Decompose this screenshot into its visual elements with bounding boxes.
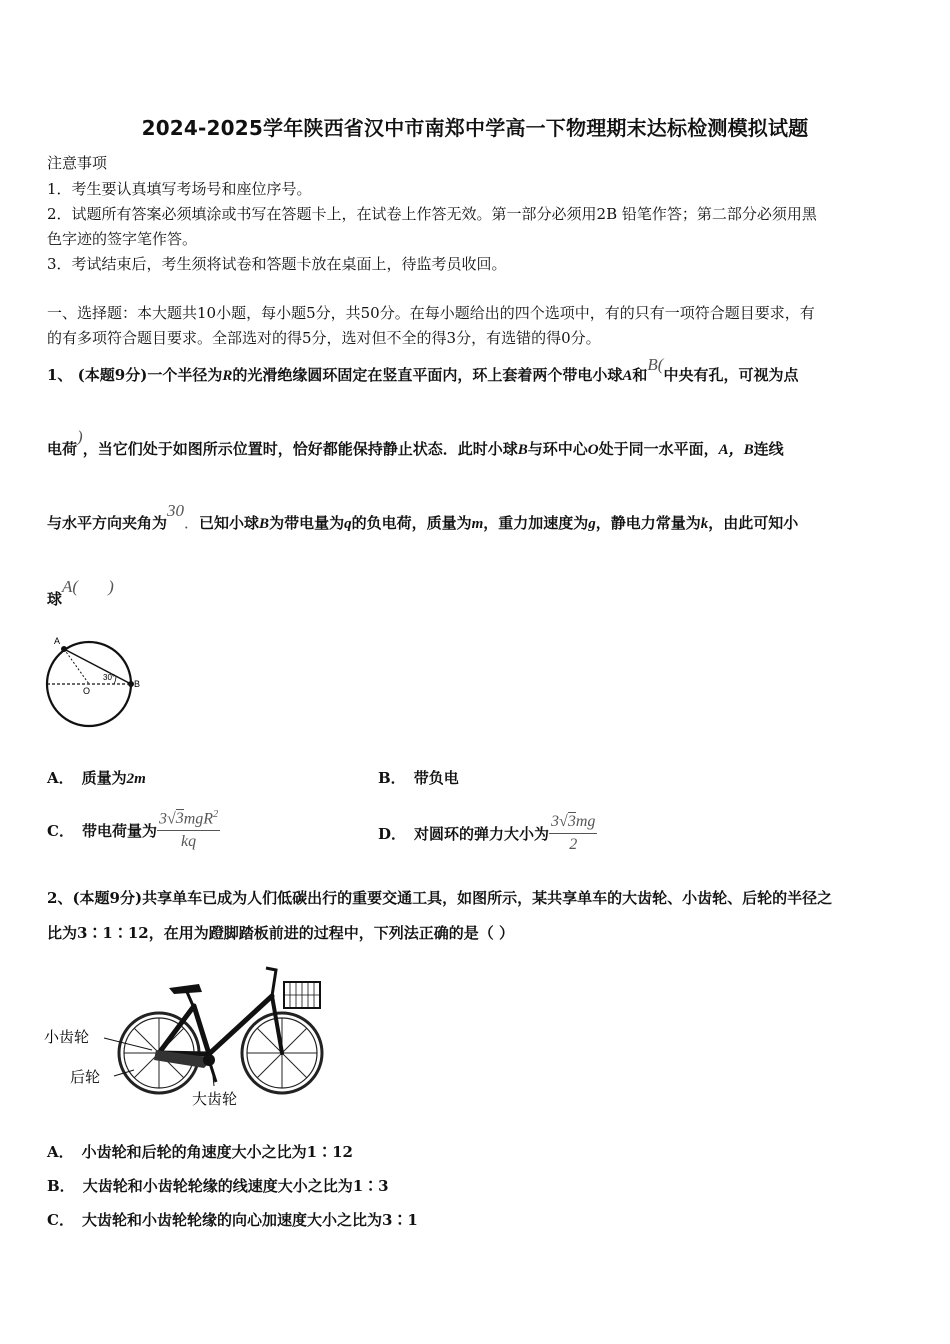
bike-seat bbox=[169, 984, 202, 994]
q1-math-30: 30 bbox=[167, 501, 185, 520]
frac-rest: mgR bbox=[183, 810, 214, 828]
section-intro-line1: 一、选择题：本大题共10小题，每小题5分，共50分。在每小题给出的四个选项中，有的只有一项符合题目要求，有 bbox=[47, 304, 815, 322]
notice-heading: 注意事项 bbox=[47, 154, 108, 172]
q1-option-b bbox=[378, 767, 459, 788]
notice-item-2: 2．试题所有答案必须填涂或书写在答题卡上，在试卷上作答无效。第一部分必须用2B 铅笔作答；第二部分必须用黑 bbox=[47, 205, 817, 223]
option-text: 小齿轮和后轮的角速度大小之比为1∶12 bbox=[81, 1143, 353, 1161]
page-title: 2024-2025学年陕西省汉中市南郑中学高一下物理期末达标检测模拟试题 bbox=[141, 116, 809, 140]
option-text: 质量为 bbox=[81, 769, 127, 787]
q1-line2 bbox=[47, 427, 784, 459]
q1-text: ，静电力常量为 bbox=[595, 514, 701, 532]
q2-line1 bbox=[47, 887, 832, 908]
q1-text: 已知小球 bbox=[199, 514, 260, 532]
q1-text: ，当它们处于如图所示位置时，恰好都能保持静止状态．此时小球 bbox=[82, 440, 518, 458]
label-o: O bbox=[83, 686, 91, 696]
frac-coef: 3 bbox=[551, 812, 560, 830]
option-label: A． bbox=[47, 1143, 74, 1161]
q1-var-q: q bbox=[344, 516, 352, 532]
ball-a bbox=[61, 646, 67, 652]
q1-math-A: A( bbox=[62, 577, 79, 596]
option-text: 带负电 bbox=[413, 769, 459, 787]
label-rear-wheel: 后轮 bbox=[70, 1068, 101, 1086]
label-b: B bbox=[134, 679, 141, 689]
q1-math-B: B( bbox=[647, 355, 664, 374]
q2-option-c bbox=[47, 1209, 418, 1230]
q1-var-AB: A，B bbox=[718, 442, 754, 458]
leader-small-gear bbox=[104, 1038, 152, 1050]
option-text: 大齿轮和小齿轮轮缘的线速度大小之比为1∶3 bbox=[82, 1177, 389, 1195]
option-label: A． bbox=[47, 769, 74, 787]
q1-text: 电荷 bbox=[47, 440, 78, 458]
frac-root: 3 bbox=[175, 810, 184, 828]
q1-text: 与水平方向夹角为 bbox=[47, 514, 168, 532]
q1-option-d bbox=[378, 805, 597, 861]
label-big-gear: 大齿轮 bbox=[192, 1090, 238, 1108]
frac-rest: mg bbox=[575, 812, 596, 830]
q1-var-B: B bbox=[259, 516, 270, 532]
label-angle: 30° bbox=[103, 673, 116, 682]
option-c-fraction: $\frac{3√3mgR^2}{kq}$ bbox=[158, 808, 219, 851]
section-intro-line2: 的有多项符合题目要求。全部选对的得5分，选对但不全的得3分，有选错的得0分。 bbox=[47, 329, 601, 347]
q1-text: 连线 bbox=[753, 440, 784, 458]
q1-var-m: m bbox=[471, 516, 484, 532]
q1-var-k: k bbox=[700, 516, 709, 532]
option-text: 大齿轮和小齿轮轮缘的向心加速度大小之比为3∶1 bbox=[81, 1211, 418, 1229]
option-label: B． bbox=[47, 1177, 75, 1195]
q1-text: 的负电荷，质量为 bbox=[351, 514, 472, 532]
q1-var-R: R bbox=[222, 368, 233, 384]
q1-var-B: B bbox=[517, 442, 528, 458]
frac-den: 2 bbox=[569, 835, 578, 853]
notice-item-3: 3．考试结束后，考生须将试卷和答题卡放在桌面上，待监考员收回。 bbox=[47, 255, 507, 273]
q1-text: 中央有孔，可视为点 bbox=[663, 366, 799, 384]
q1-var-A: A bbox=[622, 368, 633, 384]
option-label: C． bbox=[47, 821, 74, 840]
ring-diagram bbox=[44, 632, 144, 732]
q1-text: 和 bbox=[632, 366, 648, 384]
q2-line2: 比为3∶1∶12，在用为蹬脚踏板前进的过程中，下列法正确的是（ ） bbox=[47, 924, 514, 942]
option-d-fraction: $\frac{3√3mg}{2}$ bbox=[551, 812, 596, 853]
q1-var-O: O bbox=[587, 442, 599, 458]
option-value: 2m bbox=[126, 771, 146, 787]
q1-text: 球 bbox=[47, 590, 63, 608]
frac-root: 3 bbox=[567, 812, 576, 830]
option-label: C． bbox=[47, 1211, 74, 1229]
q1-text: ，由此可知小 bbox=[708, 514, 799, 532]
q1-option-c bbox=[47, 802, 220, 858]
notice-item-2-cont: 色字迹的签字笔作答。 bbox=[47, 230, 198, 248]
handlebar bbox=[266, 968, 276, 996]
option-label: B． bbox=[378, 769, 406, 787]
q1-number: 1、 bbox=[47, 366, 73, 384]
q1-score: (本题9分) bbox=[77, 366, 148, 384]
q1-math-paren: ) bbox=[108, 577, 114, 596]
q2-number: 2、 bbox=[47, 889, 73, 907]
label-small-gear: 小齿轮 bbox=[44, 1028, 90, 1046]
q1-text: 的光滑绝缘圆环固定在竖直平面内，环上套着两个带电小球 bbox=[232, 366, 623, 384]
q1-line4 bbox=[47, 577, 114, 609]
notice-item-1: 1．考生要认真填写考场号和座位序号。 bbox=[47, 180, 312, 198]
q2-option-a bbox=[47, 1141, 353, 1162]
q2-option-b bbox=[47, 1175, 389, 1196]
q1-line3 bbox=[47, 501, 799, 533]
q1-math-paren: ) bbox=[77, 427, 83, 446]
option-text: 带电荷量为 bbox=[81, 821, 157, 840]
option-text: 对圆环的弹力大小为 bbox=[414, 824, 550, 843]
q1-text: 为带电量为 bbox=[269, 514, 345, 532]
frac-exp: 2 bbox=[213, 808, 219, 820]
frac-den: kq bbox=[180, 833, 197, 851]
ao-line bbox=[64, 649, 89, 684]
q1-option-a bbox=[47, 767, 146, 788]
q1-text: 与环中心 bbox=[527, 440, 588, 458]
label-a: A bbox=[54, 636, 61, 646]
frac-coef: 3 bbox=[158, 810, 167, 828]
bicycle-diagram bbox=[44, 958, 329, 1108]
q1-math-dot: ． bbox=[184, 514, 200, 532]
q1-line1 bbox=[47, 355, 799, 385]
q1-text: 处于同一水平面， bbox=[598, 440, 719, 458]
ab-line bbox=[64, 649, 131, 684]
q2-score: (本题9分) bbox=[72, 889, 143, 907]
q2-text: 共享单车已成为人们低碳出行的重要交通工具，如图所示，某共享单车的大齿轮、小齿轮、后轮的半径之 bbox=[142, 889, 833, 907]
q1-text: 一个半径为 bbox=[147, 366, 223, 384]
q1-text: ，重力加速度为 bbox=[483, 514, 589, 532]
q1-var-g: g bbox=[588, 516, 596, 532]
option-label: D． bbox=[378, 824, 407, 843]
